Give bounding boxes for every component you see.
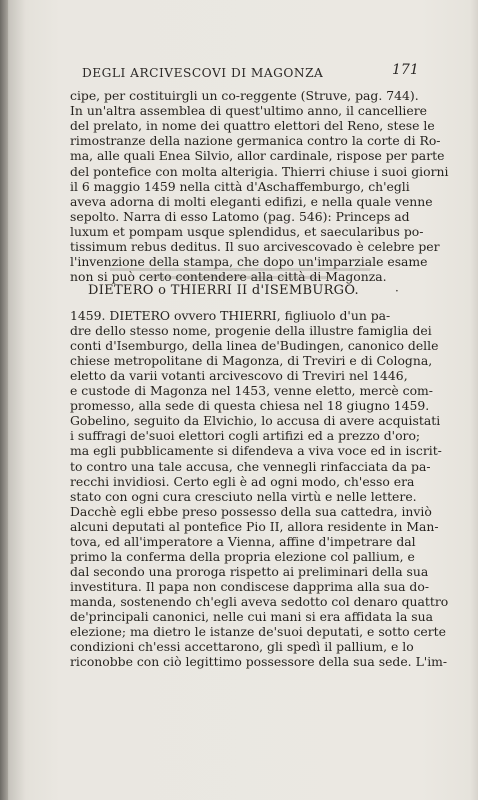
text-line: promesso, alla sede di questa chiesa nel 18 giugno 1459.: [70, 398, 430, 414]
text-line: In un'altra assemblea di quest'ultimo anno, il cancelliere: [70, 103, 427, 119]
text-line: investitura. Il papa non condiscese dapprima alla sua do-: [70, 578, 430, 594]
text-line: Dacchè egli ebbe preso possesso della sua cattedra, inviò: [70, 503, 432, 519]
text-line: i suffragi de'suoi elettori cogli artifizi ed a prezzo d'oro;: [70, 428, 421, 444]
text-line: recchi invidiosi. Certo egli è ad ogni modo, ch'esso era: [70, 473, 415, 489]
text-line: ma egli pubblicamente si difendeva a viva voce ed in iscrit-: [70, 443, 442, 459]
text-line: cipe, per costituirgli un co-reggente (Struve, pag. 744).: [70, 88, 419, 103]
text-line: e custode di Magonza nel 1453, venne eletto, mercè com-: [70, 383, 433, 399]
text-line: chiese metropolitane di Magonza, di Treviri e di Cologna,: [70, 353, 433, 369]
text-line: alcuni deputati al pontefice Pio II, allora residente in Man-: [70, 518, 439, 534]
text-line: dal secondo una proroga rispetto ai preliminari della sua: [70, 563, 429, 579]
section-marker: ·: [395, 284, 399, 298]
text-line: non si può certo contendere alla città di Magonza.: [70, 269, 387, 285]
page-gutter-shadow: [0, 0, 8, 800]
text-line: tissimum rebus deditus. Il suo arcivescovado è celebre per: [70, 239, 440, 254]
running-title: DEGLI ARCIVESCOVI DI MAGONZA: [82, 66, 324, 80]
text-line: condizioni ch'essi accettarono, gli spedì il pallium, e lo: [70, 639, 414, 655]
text-line: eletto da varii votanti arcivescovo di Treviri nel 1446,: [70, 368, 408, 384]
show-through-mark: [150, 276, 330, 279]
section-title: DIETERO o THIERRI II d'ISEMBURGO.: [88, 283, 359, 298]
text-line: dre dello stesso nome, progenie della illustre famiglia dei: [70, 323, 432, 339]
text-line: l'invenzione della stampa, che dopo un'imparziale esame: [70, 254, 428, 270]
text-line: primo la conferma della propria elezione col pallium, e: [70, 548, 415, 564]
text-line: de'principali canonici, nelle cui mani si era affidata la sua: [70, 609, 434, 624]
text-line: luxum et pompam usque splendidus, et saecularibus po-: [70, 223, 424, 239]
text-line: ma, alle quali Enea Silvio, allor cardinale, rispose per parte: [70, 148, 445, 164]
text-line: il 6 maggio 1459 nella città d'Aschaffemburgo, ch'egli: [70, 178, 410, 194]
page-number: 171: [392, 62, 419, 78]
text-line: conti d'Isemburgo, della linea de'Budingen, canonico delle: [70, 338, 439, 354]
text-line: del prelato, in nome dei quattro elettori del Reno, stese le: [70, 118, 435, 134]
text-line: riconobbe con ciò legittimo possessore della sua sede. L'im-: [70, 654, 448, 670]
text-line: stato con ogni cura cresciuto nella virtù e nelle lettere.: [70, 488, 417, 504]
text-line: elezione; ma dietro le istanze de'suoi deputati, e sotto certe: [70, 624, 446, 640]
text-line: rimostranze della nazione germanica contro la corte di Ro-: [70, 133, 441, 149]
text-line: 1459. DIETERO ovvero THIERRI, figliuolo d'un pa-: [70, 308, 391, 323]
text-line: aveva adorna di molti eleganti edifizi, e nella quale venne: [70, 193, 433, 209]
show-through-mark: [110, 268, 370, 271]
text-line: manda, sostenendo ch'egli aveva sedotto col denaro quattro: [70, 593, 449, 609]
text-line: sepolto. Narra di esso Latomo (pag. 546): Princeps ad: [70, 208, 410, 224]
text-line: tova, ed all'imperatore a Vienna, affine d'impetrare dal: [70, 533, 416, 549]
text-line: Gobelino, seguito da Elvichio, lo accusa di avere acquistati: [70, 413, 441, 429]
text-line: to contro una tale accusa, che vennegli rinfacciata da pa-: [70, 458, 431, 474]
text-line: del pontefice con molta alterigia. Thierri chiuse i suoi giorni: [70, 163, 449, 179]
